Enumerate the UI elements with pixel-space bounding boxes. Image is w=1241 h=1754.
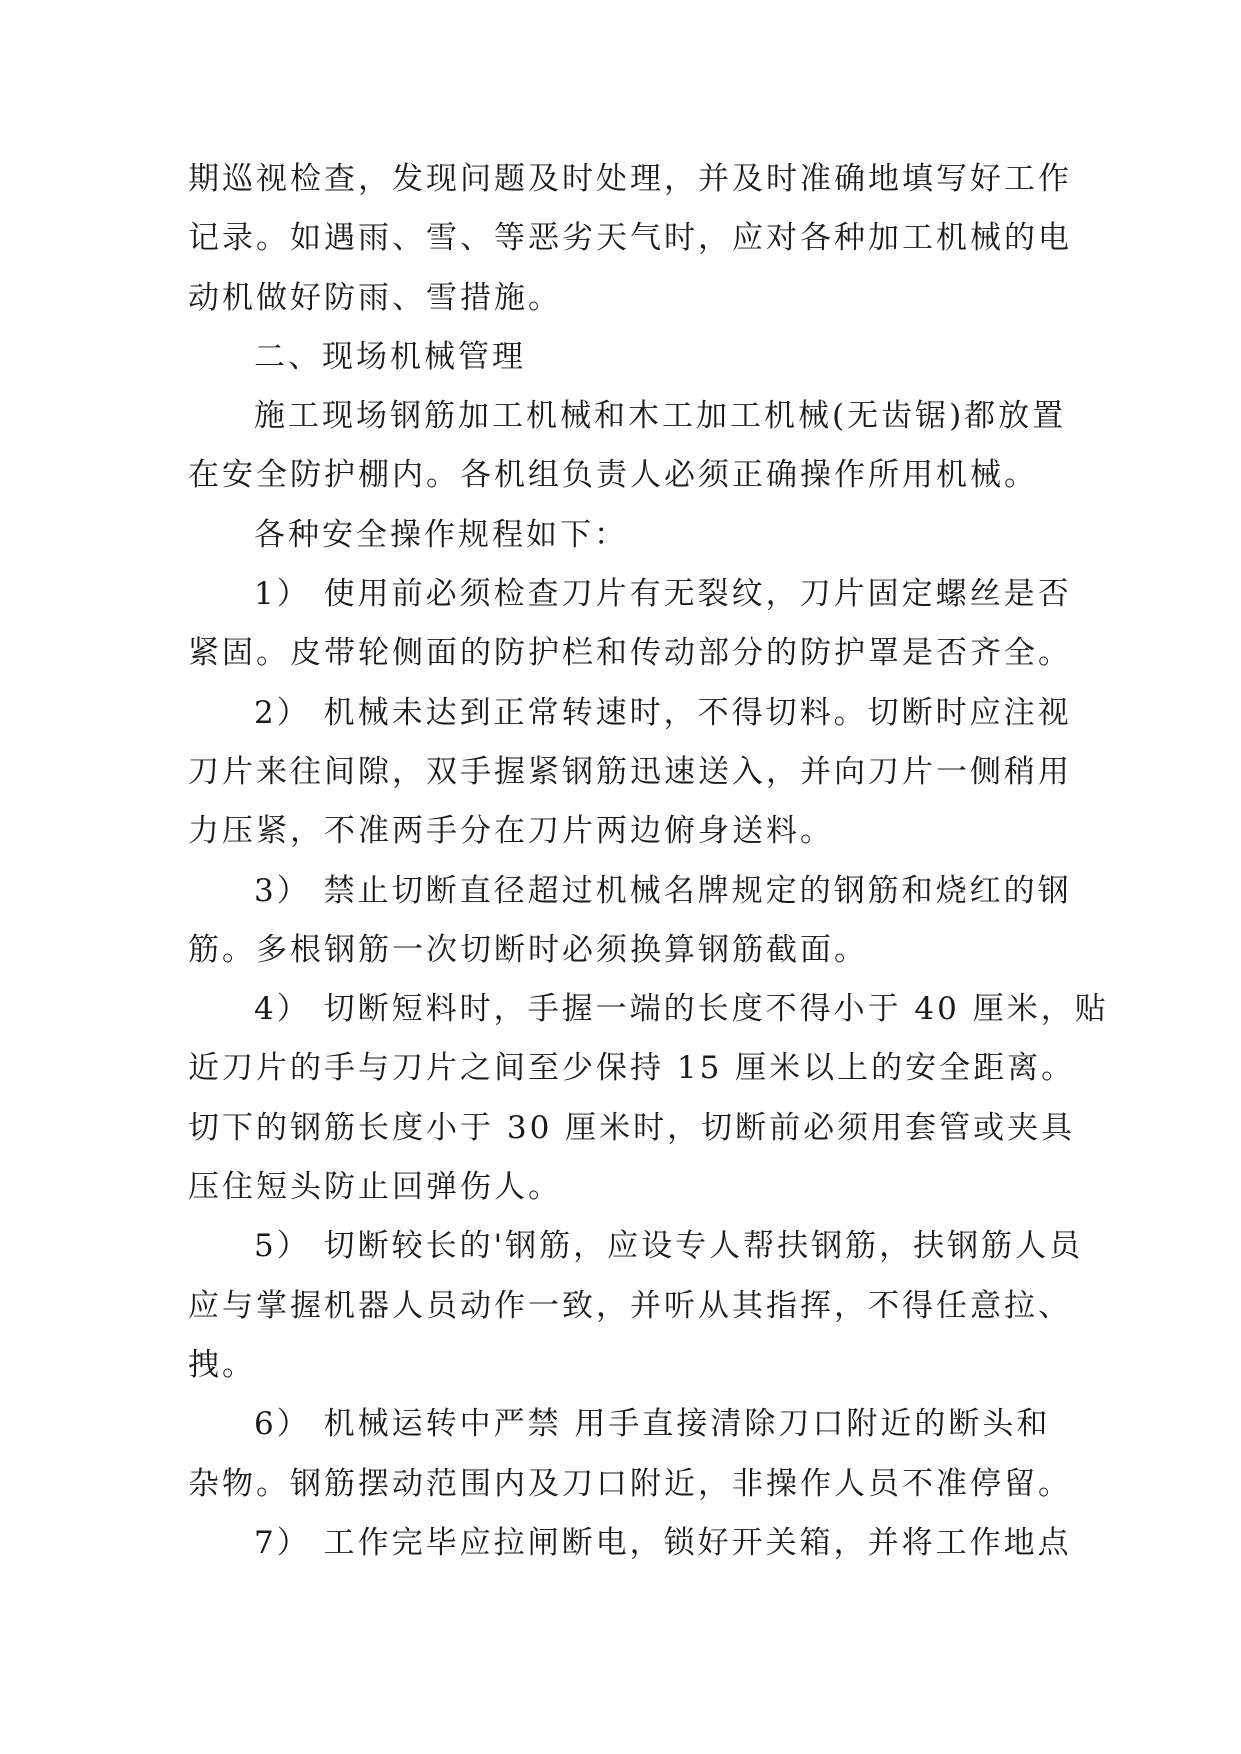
text-line: 动机做好防雨、雪措施。 [188, 279, 562, 316]
text-line: 紧固。皮带轮侧面的防护栏和传动部分的防护罩是否齐全。 [188, 635, 1072, 672]
text-line: 6） 机械运转中严禁 用手直接清除刀口附近的断头和 [254, 1406, 1051, 1443]
text-line: 5） 切断较长的'钢筋，应设专人帮扶钢筋，扶钢筋人员 [254, 1228, 1084, 1265]
text-line: 刀片来往间隙，双手握紧钢筋迅速送入，并向刀片一侧稍用 [188, 753, 1072, 790]
text-line: 近刀片的手与刀片之间至少保持 15 厘米以上的安全距离。 [188, 1050, 1076, 1087]
document-body [188, 150, 1109, 1573]
text-line: 应与掌握机器人员动作一致，并听从其指挥，不得任意拉、 [188, 1287, 1072, 1324]
text-line: 力压紧，不准两手分在刀片两边俯身送料。 [188, 813, 834, 850]
text-line: 记录。如遇雨、雪、等恶劣天气时，应对各种加工机械的电 [188, 220, 1072, 257]
text-line: 4） 切断短料时，手握一端的长度不得小于 40 厘米，贴 [254, 991, 1109, 1028]
text-line: 各种安全操作规程如下： [254, 516, 628, 553]
text-line: 2） 机械未达到正常转速时，不得切料。切断时应注视 [254, 694, 1072, 731]
text-line: 1） 使用前必须检查刀片有无裂纹，刀片固定螺丝是否 [254, 576, 1072, 613]
text-line: 在安全防护棚内。各机组负责人必须正确操作所用机械。 [188, 457, 1038, 494]
text-line: 杂物。钢筋摆动范围内及刀口附近，非操作人员不准停留。 [188, 1465, 1072, 1502]
text-line: 期巡视检查，发现问题及时处理，并及时准确地填写好工作 [188, 161, 1072, 197]
text-line: 拽。 [188, 1346, 256, 1383]
text-line: 二、现场机械管理 [254, 338, 526, 375]
text-line: 压住短头防止回弹伤人。 [188, 1169, 562, 1206]
text-line: 施工现场钢筋加工机械和木工加工机械(无齿锯)都放置 [254, 398, 1067, 435]
text-line: 筋。多根钢筋一次切断时必须换算钢筋截面。 [188, 931, 868, 968]
text-line: 3） 禁止切断直径超过机械名牌规定的钢筋和烧红的钢 [254, 872, 1072, 909]
text-line: 7） 工作完毕应拉闸断电，锁好开关箱，并将工作地点 [254, 1524, 1072, 1561]
text-line: 切下的钢筋长度小于 30 厘米时，切断前必须用套管或夹具 [188, 1109, 1076, 1146]
